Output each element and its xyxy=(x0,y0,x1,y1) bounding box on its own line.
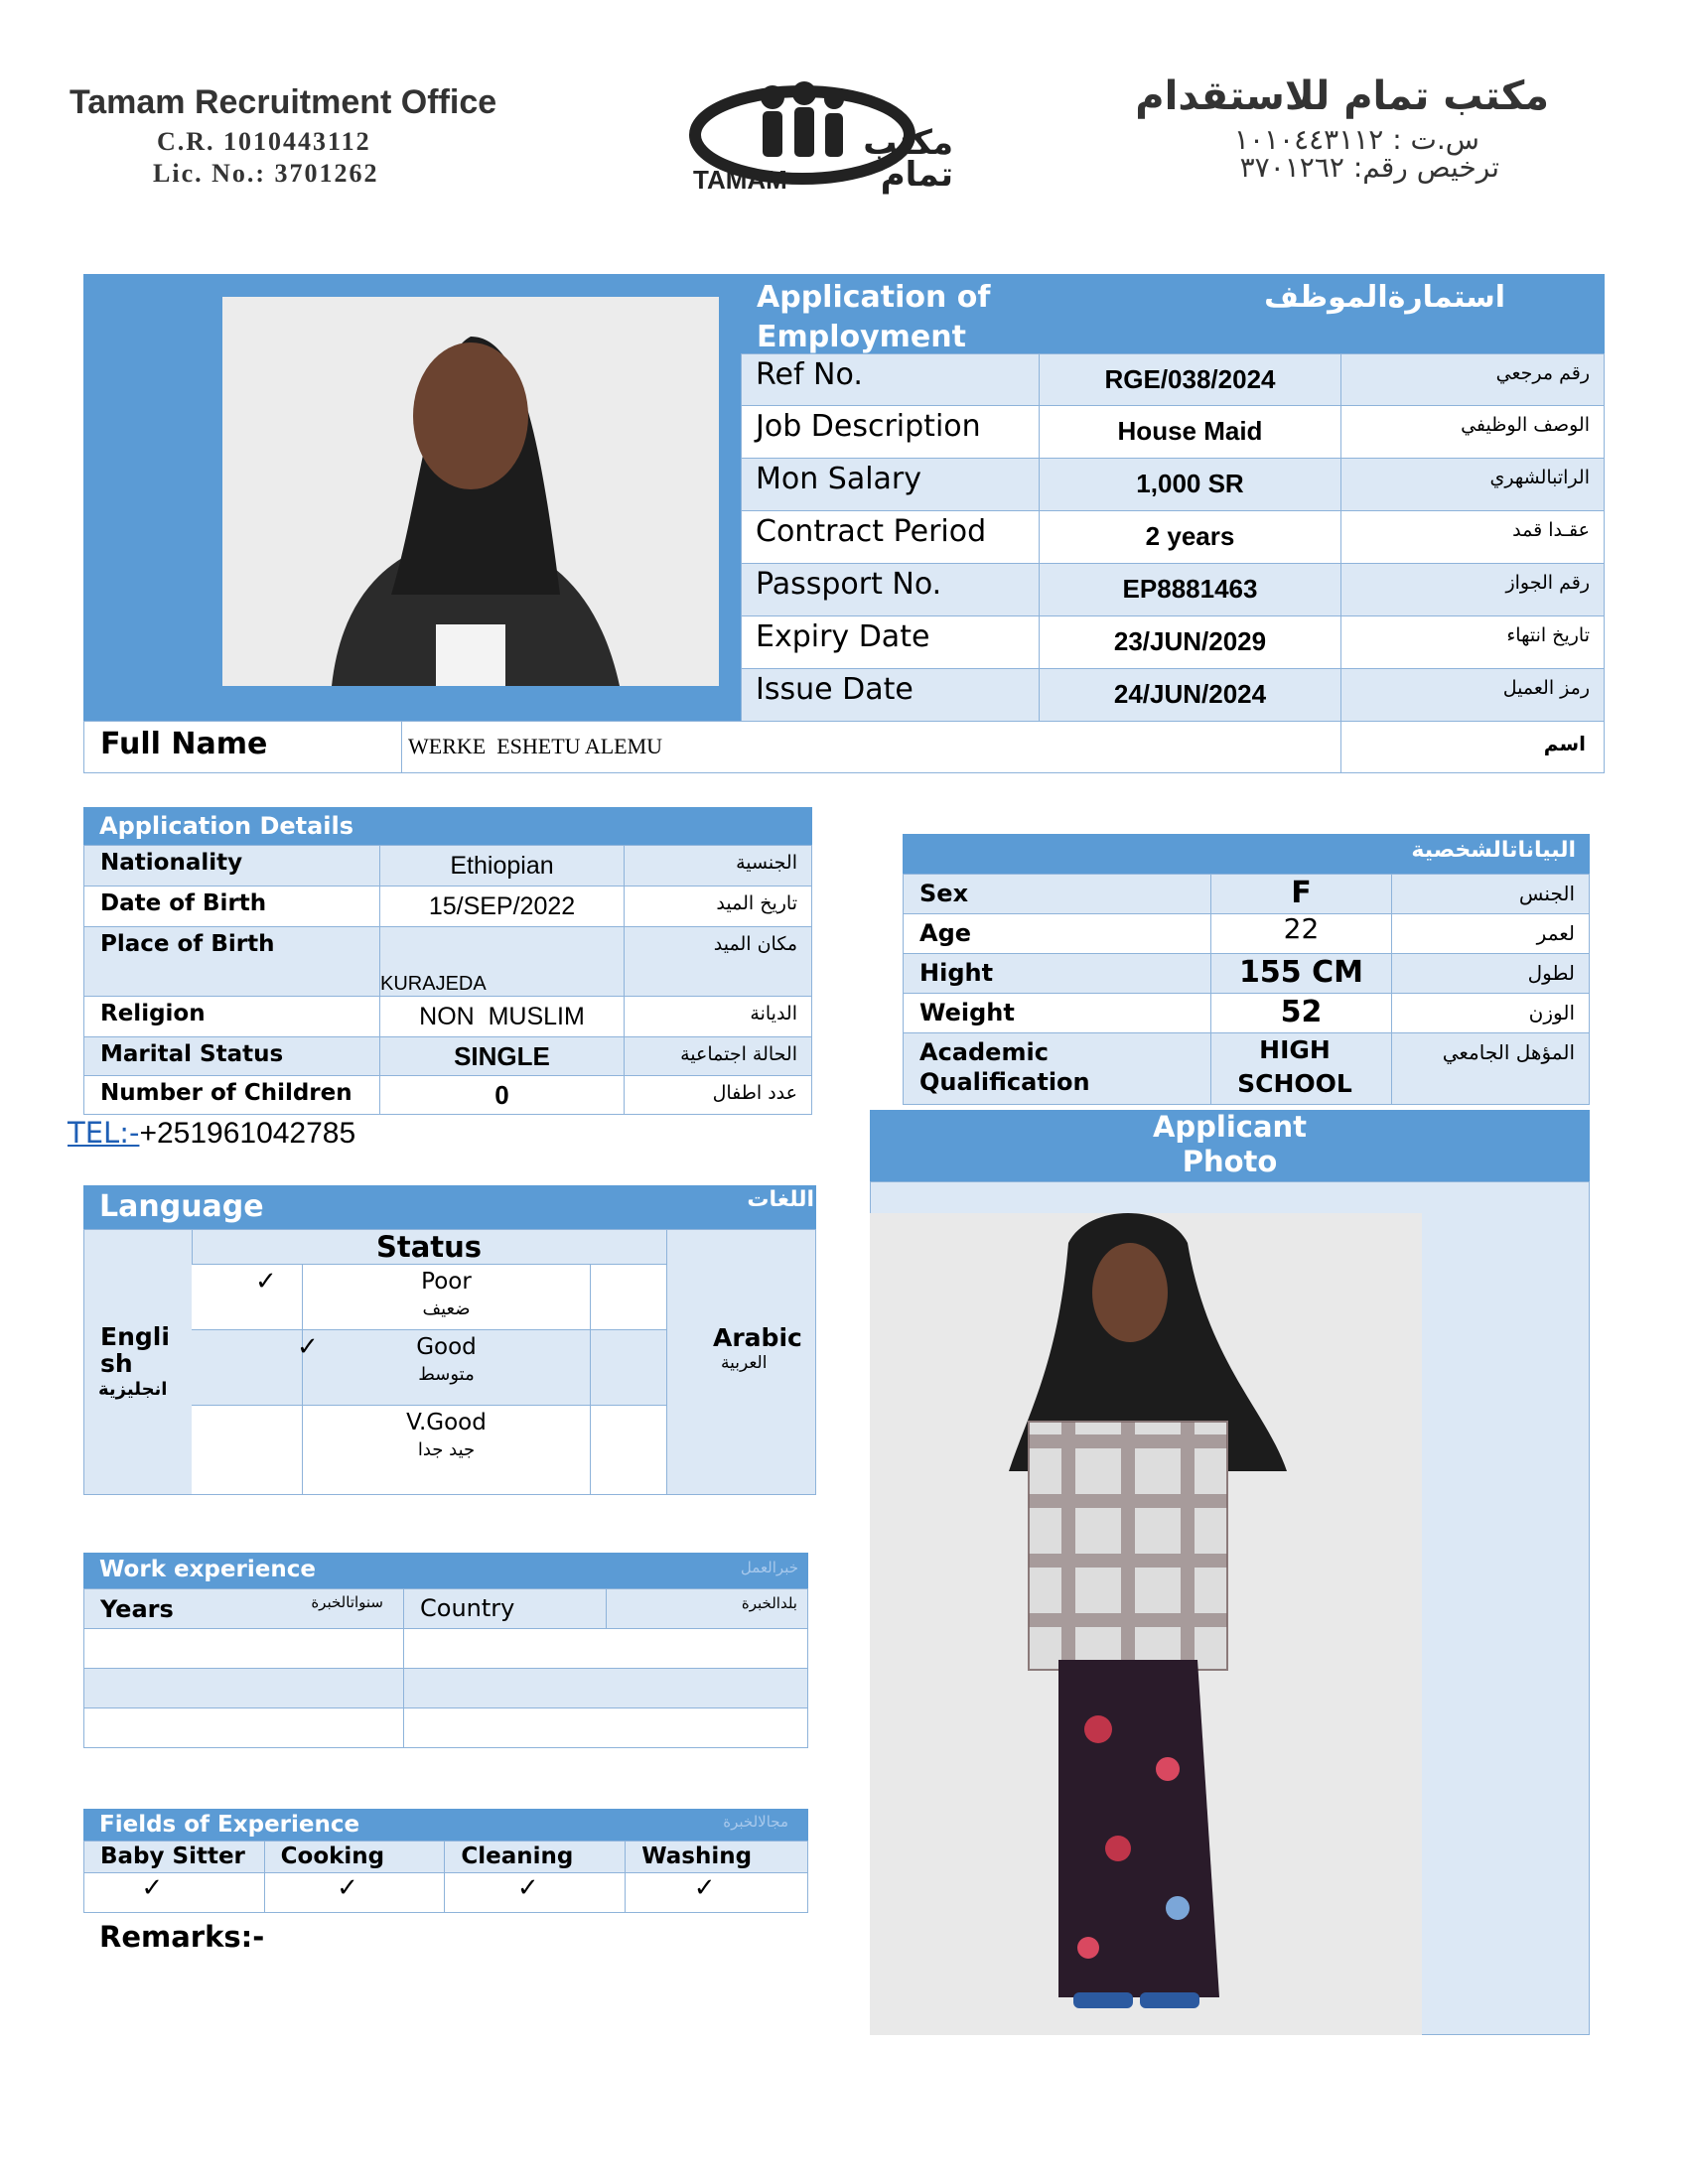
work-row-1-years xyxy=(84,1629,404,1669)
personal-row-value: 155 CM xyxy=(1239,955,1363,990)
details-row-value: Ethiopian xyxy=(450,852,554,880)
application-title-bar xyxy=(741,274,1605,353)
telephone-line xyxy=(68,1116,355,1151)
full-name-label: Full Name xyxy=(100,727,268,761)
work-row-2-years xyxy=(84,1669,404,1708)
work-row-3-country xyxy=(404,1708,808,1748)
full-name-ar: اسم xyxy=(1543,732,1586,755)
telephone-label[interactable]: TEL:- xyxy=(68,1116,140,1150)
personal-row-label: Weight xyxy=(919,999,1015,1026)
application-row-label: Issue Date xyxy=(756,672,914,707)
details-row-label-ar: تاريخ الميد xyxy=(716,892,797,914)
fields-experience-title-en: Fields of Experience xyxy=(99,1812,360,1838)
personal-row xyxy=(904,1033,1590,1105)
details-row xyxy=(84,1076,812,1115)
personal-data-table xyxy=(903,874,1590,1105)
details-row-label: Marital Status xyxy=(100,1041,284,1067)
field-label: Washing xyxy=(641,1843,753,1869)
personal-row-label-ar: الجنس xyxy=(1518,882,1575,905)
logo-text-en: TAMAM xyxy=(693,165,787,195)
personal-data-title-ar: البياناتالشخصية xyxy=(1411,838,1576,863)
language-level-label: Good xyxy=(416,1334,477,1360)
company-name-ar: مكتب تمام للاستقدام xyxy=(1135,73,1549,119)
details-row xyxy=(84,1037,812,1076)
application-row-value: EP8881463 xyxy=(1122,574,1258,604)
application-row-value: 23/JUN/2029 xyxy=(1113,626,1267,656)
application-row-label-ar: الراتبالشهري xyxy=(1489,467,1590,488)
details-row-label: Religion xyxy=(100,1001,206,1026)
work-row-1-country xyxy=(404,1629,808,1669)
field-label: Cleaning xyxy=(461,1843,574,1869)
language-title-en: Language xyxy=(99,1189,264,1224)
language-level-row xyxy=(192,1264,666,1329)
checkmark-icon: ✓ xyxy=(141,1873,164,1903)
tamam-logo xyxy=(685,75,953,195)
checkmark-icon: ✓ xyxy=(255,1267,277,1297)
details-row-label: Number of Children xyxy=(100,1080,352,1106)
language-title-ar: اللغات xyxy=(747,1187,814,1212)
personal-row-label: Academic Qualification xyxy=(919,1038,1090,1096)
arabic-label-ar: العربية xyxy=(721,1353,768,1373)
applicant-photo-title: Applicant Photo xyxy=(1152,1110,1308,1178)
application-row-value: House Maid xyxy=(1117,416,1263,446)
details-row xyxy=(84,887,812,927)
language-level-cell xyxy=(303,1330,591,1405)
language-level-label: Poor xyxy=(421,1269,472,1295)
application-row-value: 24/JUN/2024 xyxy=(1113,679,1267,709)
application-details-title: Application Details xyxy=(99,812,354,840)
details-row xyxy=(84,997,812,1037)
personal-row-label: Hight xyxy=(919,959,994,987)
license-number-ar: ترخيص رقم: ٣٧٠١٢٦٢ xyxy=(1239,151,1499,184)
personal-row-label: Age xyxy=(919,919,972,947)
work-row-3-years xyxy=(84,1708,404,1748)
checkmark-icon: ✓ xyxy=(337,1873,358,1903)
language-header xyxy=(83,1185,816,1229)
language-level-row xyxy=(192,1329,666,1405)
years-label-ar: سنواتالخبرة xyxy=(311,1593,383,1611)
application-row xyxy=(742,459,1605,511)
status-header: Status xyxy=(192,1230,666,1265)
details-row xyxy=(84,927,812,997)
personal-row-value: HIGH SCHOOL xyxy=(1237,1035,1352,1098)
personal-row xyxy=(904,914,1590,954)
headshot-illustration xyxy=(222,297,719,686)
work-experience-title-en: Work experience xyxy=(99,1557,316,1582)
header xyxy=(0,0,1688,199)
personal-row-value: F xyxy=(1291,876,1312,910)
personal-row-label-ar: الوزن xyxy=(1528,1001,1575,1024)
application-row-label: Mon Salary xyxy=(756,462,922,496)
cr-number-ar: س.ت : ١٠١٠٤٤٣١١٢ xyxy=(1233,123,1479,156)
language-table xyxy=(83,1229,816,1495)
application-row-value: 1,000 SR xyxy=(1136,469,1244,498)
fields-experience-header xyxy=(83,1809,808,1841)
details-row-label: Nationality xyxy=(100,850,243,876)
arabic-label: Arabic xyxy=(713,1323,802,1352)
work-experience-title-ar: خبرالعمل xyxy=(740,1559,798,1576)
application-row xyxy=(742,669,1605,722)
applicant-photo-header xyxy=(870,1110,1590,1181)
application-row-label: Ref No. xyxy=(756,357,863,392)
application-table xyxy=(741,353,1605,722)
applicant-headshot-photo xyxy=(222,297,719,686)
application-row-label-ar: تاريخ انتهاء xyxy=(1506,624,1590,646)
full-name-row xyxy=(83,721,1605,773)
english-cell xyxy=(84,1230,193,1494)
details-row-label-ar: الديانة xyxy=(750,1003,797,1024)
details-row-value: SINGLE xyxy=(454,1041,550,1071)
field-label: Cooking xyxy=(280,1843,385,1869)
personal-data-header xyxy=(903,834,1590,874)
country-label-ar: بلدالخبرة xyxy=(741,1594,797,1612)
details-row xyxy=(84,846,812,887)
language-level-label-ar: جيد جدا xyxy=(417,1439,476,1460)
checkmark-icon: ✓ xyxy=(516,1873,539,1903)
application-row-value: 2 years xyxy=(1145,521,1235,551)
personal-row-label: Sex xyxy=(919,880,969,907)
details-row-label: Place of Birth xyxy=(100,931,275,957)
application-row xyxy=(742,511,1605,564)
application-row-label-ar: رقم مرجعي xyxy=(1495,362,1590,384)
details-row-value: KURAJEDA xyxy=(380,973,487,995)
personal-row xyxy=(904,994,1590,1033)
language-level-cell xyxy=(303,1406,591,1494)
full-body-illustration xyxy=(870,1213,1422,2035)
application-row-label: Expiry Date xyxy=(756,619,930,654)
checkmark-icon: ✓ xyxy=(297,1332,319,1362)
language-check-cell xyxy=(192,1330,319,1405)
work-experience-header xyxy=(83,1553,808,1588)
details-row-label: Date of Birth xyxy=(100,890,267,916)
application-row-label: Passport No. xyxy=(756,567,942,602)
personal-row xyxy=(904,954,1590,994)
language-level-label: V.Good xyxy=(406,1410,487,1435)
application-row xyxy=(742,616,1605,669)
language-level-label-ar: ضعيف xyxy=(422,1298,471,1319)
application-row xyxy=(742,564,1605,616)
personal-row-label-ar: لطول xyxy=(1527,961,1575,985)
details-row-value: 15/SEP/2022 xyxy=(428,892,576,920)
license-number-en: Lic. No.: 3701262 xyxy=(153,159,379,188)
country-label: Country xyxy=(420,1594,515,1622)
applicant-full-body-photo xyxy=(870,1213,1422,2035)
arabic-cell xyxy=(666,1230,816,1494)
application-row xyxy=(742,406,1605,459)
details-row-value: NON MUSLIM xyxy=(419,1003,585,1030)
application-row-label-ar: رقم الجواز xyxy=(1505,572,1590,594)
language-check-cell xyxy=(192,1406,303,1494)
application-row-label: Contract Period xyxy=(756,514,987,549)
application-title-en: Application of Employment xyxy=(757,280,991,354)
full-name-value: WERKE ESHETU ALEMU xyxy=(408,734,663,758)
english-label-ar: انجليزية xyxy=(98,1379,168,1400)
work-row-2-country xyxy=(404,1669,808,1708)
language-level-label-ar: متوسط xyxy=(418,1364,475,1385)
english-label: English xyxy=(100,1322,170,1378)
application-row-label-ar: عقـدا قمد xyxy=(1512,519,1590,541)
application-details-table xyxy=(83,845,812,1115)
application-row-value: RGE/038/2024 xyxy=(1104,364,1276,394)
logo-text-ar: مكتب تمام xyxy=(863,123,953,195)
personal-row-label-ar: المؤهل الجامعي xyxy=(1442,1040,1575,1064)
personal-row xyxy=(904,875,1590,914)
application-row-label-ar: رمز العميل xyxy=(1502,677,1590,699)
details-row-label-ar: عدد اطفال xyxy=(712,1082,797,1104)
personal-row-value: 52 xyxy=(1280,995,1323,1029)
field-label: Baby Sitter xyxy=(100,1843,245,1869)
fields-experience-title-ar: مجالالخبرة xyxy=(723,1813,788,1831)
details-row-label-ar: الجنسية xyxy=(736,852,797,874)
application-row-label-ar: الوصف الوظيفي xyxy=(1461,414,1590,436)
application-details-header xyxy=(83,807,812,845)
details-row-value: 0 xyxy=(494,1080,509,1110)
application-row xyxy=(742,354,1605,406)
years-label: Years xyxy=(100,1595,174,1623)
checkmark-icon: ✓ xyxy=(693,1873,716,1903)
application-row-label: Job Description xyxy=(756,409,981,444)
telephone-value: +251961042785 xyxy=(139,1117,356,1150)
work-experience-table xyxy=(83,1588,808,1748)
language-level-cell xyxy=(303,1265,591,1329)
application-title-ar: استمارةالموظف xyxy=(1264,280,1505,315)
language-level-row xyxy=(192,1405,666,1494)
personal-row-value: 22 xyxy=(1283,912,1320,945)
language-check-cell xyxy=(192,1265,303,1329)
details-row-label-ar: الحالة اجتماعية xyxy=(680,1043,797,1065)
cr-number-en: C.R. 1010443112 xyxy=(157,127,371,156)
remarks-label: Remarks:- xyxy=(99,1920,265,1954)
personal-row-label-ar: لعمر xyxy=(1536,921,1575,945)
fields-experience-table xyxy=(83,1841,808,1913)
company-name-en: Tamam Recruitment Office xyxy=(70,83,497,121)
details-row-label-ar: مكان الميد xyxy=(713,933,797,955)
